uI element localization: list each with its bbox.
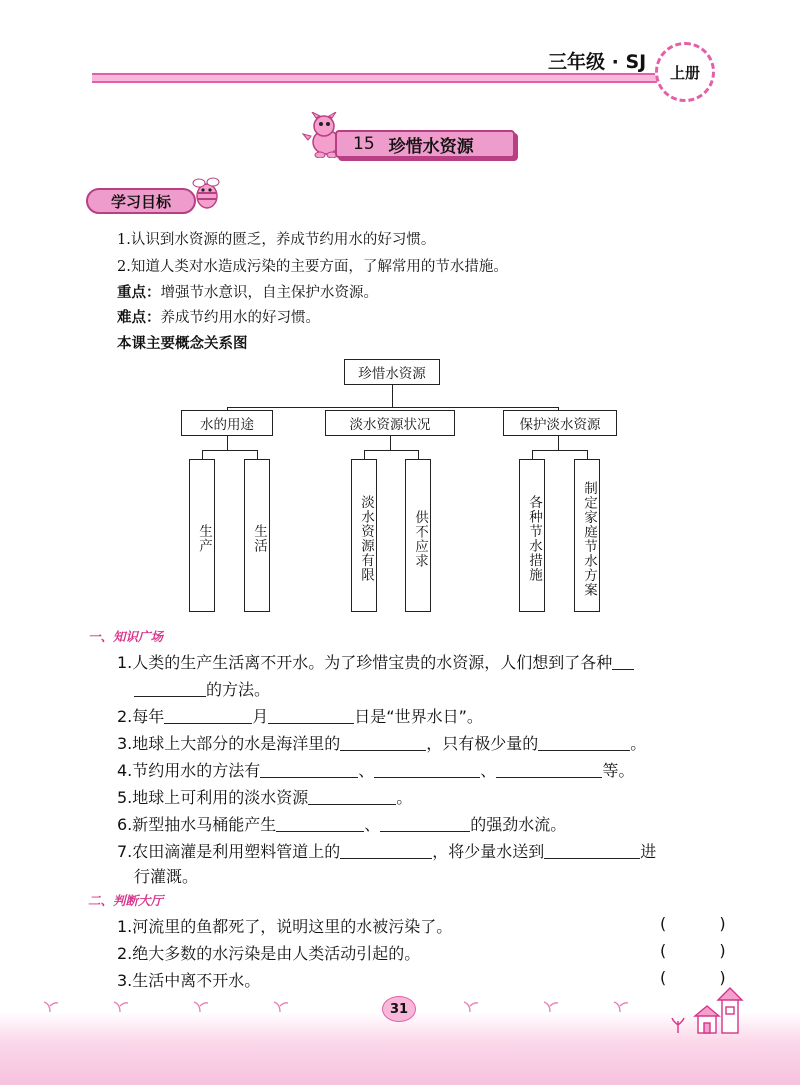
answer-blank[interactable] [134, 681, 206, 697]
question-1-cont [134, 677, 270, 700]
question-text: 2.每年 [117, 707, 165, 726]
answer-blank[interactable] [612, 654, 634, 670]
judgment-3: 3.生活中离不开水。 [117, 971, 261, 990]
answer-blank[interactable] [268, 708, 354, 724]
answer-parentheses[interactable]: ( ) [660, 968, 750, 987]
objective-1: 1.认识到水资源的匮乏，养成节约用水的好习惯。 [117, 232, 436, 248]
diagram-leaf-life: 生活 [244, 459, 270, 612]
connector [227, 407, 559, 408]
answer-blank[interactable] [308, 789, 396, 805]
answer-parentheses[interactable]: ( ) [660, 914, 750, 933]
answer-blank[interactable] [544, 843, 640, 859]
judgment-1: 1.河流里的鱼都死了，说明这里的水被污染了。 [117, 917, 453, 936]
question-text: 日是“世界水日”。 [354, 707, 483, 726]
question-text: 3.地球上大部分的水是海洋里的 [117, 734, 341, 753]
question-text: 的强劲水流。 [470, 815, 567, 834]
connector [364, 450, 365, 459]
answer-blank[interactable] [538, 735, 630, 751]
diagram-branch-status: 淡水资源状况 [325, 410, 455, 436]
question-text: 、 [358, 761, 375, 780]
key-point-text: 增强节水意识，自主保护水资源。 [160, 285, 378, 301]
connector [390, 436, 391, 450]
objectives-tag: 学习目标 [86, 188, 196, 214]
question-2 [117, 704, 483, 727]
diagram-title: 本课主要概念关系图 [117, 336, 248, 352]
key-point-label: 重点： [117, 285, 161, 301]
connector [202, 450, 203, 459]
question-text: 、 [364, 815, 381, 834]
question-text: 。 [630, 734, 647, 753]
diagram-leaf-production: 生产 [189, 459, 215, 612]
question-text: 、 [480, 761, 497, 780]
diagram-leaf-limited-freshwater: 淡水资源有限 [351, 459, 377, 612]
diagram-branch-protect: 保护淡水资源 [503, 410, 617, 436]
connector [532, 450, 587, 451]
connector [364, 450, 418, 451]
question-text: 等。 [602, 761, 635, 780]
answer-blank[interactable] [340, 843, 432, 859]
page-number: 31 [382, 996, 416, 1022]
question-text: 。 [396, 788, 413, 807]
judgment-2: 2.绝大多数的水污染是由人类活动引起的。 [117, 944, 421, 963]
connector [532, 450, 533, 459]
section-heading-knowledge: 一、知识广场 [88, 629, 164, 644]
diagram-root: 珍惜水资源 [344, 359, 440, 385]
question-text: 1.人类的生产生活离不开水。为了珍惜宝贵的水资源，人们想到了各种 [117, 653, 613, 672]
lesson-number: 15 [353, 134, 375, 154]
question-3 [117, 731, 646, 754]
house-decoration-icon [670, 985, 750, 1035]
volume-label: 上册 [669, 63, 700, 82]
question-text: 5.地球上可利用的淡水资源 [117, 788, 309, 807]
answer-blank[interactable] [496, 762, 602, 778]
question-text: 的方法。 [206, 680, 271, 699]
question-7 [117, 839, 656, 862]
grade-label: 三年级 · SJ [548, 51, 647, 73]
answer-blank[interactable] [374, 762, 480, 778]
diagram-leaf-saving-measures: 各种节水措施 [519, 459, 545, 612]
connector [418, 450, 419, 459]
lesson-title: 珍惜水资源 [388, 136, 474, 157]
answer-blank[interactable] [380, 816, 470, 832]
question-4 [117, 758, 634, 781]
diagram-leaf-family-plan: 制定家庭节水方案 [574, 459, 600, 612]
connector [202, 450, 257, 451]
header-rule [92, 73, 692, 83]
bee-mascot-icon [189, 176, 223, 210]
section-heading-judgment: 二、判断大厅 [88, 893, 164, 908]
answer-blank[interactable] [164, 708, 252, 724]
answer-blank[interactable] [260, 762, 358, 778]
connector [257, 450, 258, 459]
diagram-branch-uses: 水的用途 [181, 410, 273, 436]
answer-parentheses[interactable]: ( ) [660, 941, 750, 960]
key-point [117, 281, 378, 302]
difficulty-point [117, 306, 320, 327]
connector [558, 436, 559, 450]
question-text: 7.农田滴灌是利用塑料管道上的 [117, 842, 341, 861]
question-text: ，将少量水送到 [432, 842, 545, 861]
connector [227, 436, 228, 450]
question-6 [117, 812, 566, 835]
question-7-cont: 行灌溉。 [134, 867, 199, 886]
answer-blank[interactable] [276, 816, 364, 832]
volume-badge [655, 42, 715, 102]
lesson-title-banner [335, 130, 515, 158]
answer-blank[interactable] [340, 735, 426, 751]
diagram-leaf-short-supply: 供不应求 [405, 459, 431, 612]
connector [587, 450, 588, 459]
question-text: 月 [252, 707, 269, 726]
difficulty-label: 难点： [117, 310, 161, 326]
question-5 [117, 785, 412, 808]
question-text: 进 [640, 842, 657, 861]
objective-2: 2.知道人类对水造成污染的主要方面，了解常用的节水措施。 [117, 259, 508, 275]
question-text: 4.节约用水的方法有 [117, 761, 261, 780]
difficulty-text: 养成节约用水的好习惯。 [160, 310, 320, 326]
question-text: ，只有极少量的 [426, 734, 539, 753]
question-text: 6.新型抽水马桶能产生 [117, 815, 277, 834]
connector [392, 385, 393, 407]
question-1 [117, 650, 634, 673]
